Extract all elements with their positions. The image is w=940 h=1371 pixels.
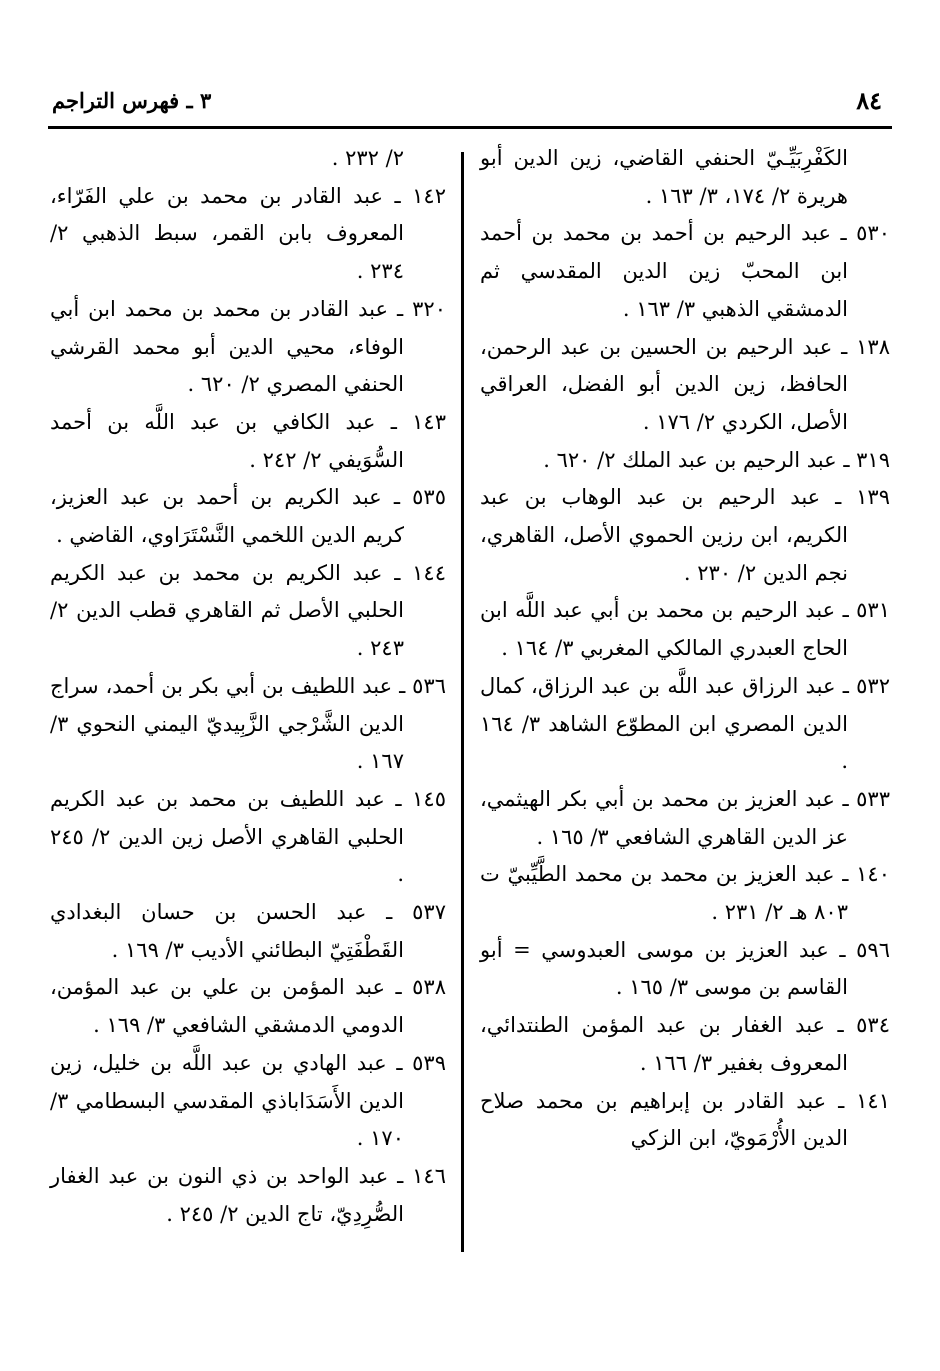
index-entry: ٥٣٠ ـ عبد الرحيم بن أحمد بن محمد بن أحمد ابن المحبّ زين الدين المقدسي ثم الدمشقي الذهبي ٣/ ١٦٣ . — [480, 221, 890, 321]
page-number: ٨٤ — [856, 86, 882, 115]
section-title: ٣ ـ فهرس التراجم — [52, 88, 212, 113]
index-entry: ١٣٨ ـ عبد الرحيم بن الحسين بن عبد الرحمن، الحافظ، زين الدين أبو الفضل، العراقي الأصل، الكردي ٢/ ١٧٦ . — [480, 334, 890, 434]
index-entry: ٣٢٠ ـ عبد القادر بن محمد بن محمد ابن أبي الوفاء، محيي الدين أبو محمد القرشي الحنفي المصري ٢/ ٦٢٠ . — [50, 296, 446, 397]
index-entry: ٥٩٦ ـ عبد العزيز بن موسى العبدوسي = أبو القاسم بن موسى ٣/ ١٦٥ . — [480, 937, 890, 1000]
index-entry: ٥٣٩ ـ عبد الهادي بن عبد اللَّه بن خليل، زين الدين الأَسَدَاباذي المقدسي البسطامي ٣/ ١٧٠ . — [50, 1050, 446, 1151]
index-entry: ٥٣٤ ـ عبد الغفار بن عبد المؤمن الطنتدائي، المعروف بغفير ٣/ ١٦٦ . — [480, 1013, 890, 1075]
index-entry: ٥٣٥ ـ عبد الكريم بن أحمد بن عبد العزيز، كريم الدين اللخمي النَّسْتَرَاوي، القاضي . — [50, 485, 446, 548]
right-column — [480, 140, 890, 1158]
index-entry: ١٤٦ ـ عبد الواحد بن ذي النون بن عبد الغفار الصُّرِدِيّ، تاج الدين ٢/ ٢٤٥ . — [50, 1163, 446, 1226]
index-entry: ١٤٢ ـ عبد القادر بن محمد بن علي الفَرّاء، المعروف بابن القمر، سبط الذهبي ٢/ ٢٣٤ . — [50, 183, 446, 284]
index-entry: ١٤٥ ـ عبد اللطيف بن محمد بن عبد الكريم الحلبي القاهري الأصل زين الدين ٢/ ٢٤٥ . — [50, 786, 446, 887]
index-entry: ٥٣٧ ـ عبد الحسن بن حسان البغدادي القَطْفَتِيّ البطائني الأديب ٣/ ١٦٩ . — [50, 900, 446, 962]
index-entry: ١٤٣ ـ عبد الكافي بن عبد اللَّه بن أحمد السُّوَيفي ٢/ ٢٤٢ . — [50, 409, 446, 472]
index-entry: ٣١٩ ـ عبد الرحيم بن عبد الملك ٢/ ٦٢٠ . — [543, 447, 890, 472]
index-entry: ١٤٠ ـ عبد العزيز بن محمد بن محمد الطَّيِّبيّ ت ٨٠٣ هـ ٢/ ٢٣١ . — [480, 862, 890, 925]
index-entry: ٥٣٣ ـ عبد العزيز بن محمد بن أبي بكر الهيثمي، عز الدين القاهري الشافعي ٣/ ١٦٥ . — [480, 786, 890, 849]
column-divider — [461, 152, 464, 1252]
index-entry: ٥٣٢ ـ عبد الرزاق عبد اللَّه بن عبد الرزاق، كمال الدين المصري ابن المطوّع الشاهد ٣/ ١٦٤ . — [480, 673, 890, 774]
index-entry: ١٤٤ ـ عبد الكريم بن محمد بن عبد الكريم الحلبي الأصل ثم القاهري قطب الدين ٢/ ٢٤٣ . — [50, 560, 446, 661]
index-entry: ٥٣٦ ـ عبد اللطيف بن أبي بكر بن أحمد، سراج الدين الشَّرْجي الزَّبِيديّ اليمني النحوي ٣/ ١٦٧ . — [50, 673, 446, 774]
page-header — [48, 82, 892, 129]
index-entry: ٢/ ٢٣٢ . — [331, 146, 404, 170]
index-entry: ١٤١ ـ عبد القادر بن إبراهيم بن محمد صلاح الدين الأُرْمَويّ، ابن الزكي — [480, 1088, 890, 1151]
left-column — [50, 140, 446, 1233]
index-entry: ٥٣١ ـ عبد الرحيم بن محمد بن أبي عبد اللَّه ابن الحاج العبدري المالكي المغربي ٣/ ١٦٤ . — [480, 598, 890, 661]
index-entry: الكَفْرِبَيِّـيّ الحنفي القاضي، زين الدين أبو هريرة ٢/ ١٧٤، ٣/ ١٦٣ . — [480, 146, 848, 208]
index-entry: ٥٣٨ ـ عبد المؤمن بن علي بن عبد المؤمن، الدومي الدمشقي الشافعي ٣/ ١٦٩ . — [50, 975, 446, 1038]
index-entry: ١٣٩ ـ عبد الرحيم بن عبد الوهاب بن عبد الكريم، ابن رزين الحموي الأصل، القاهري، نجم الدين ٢/ ٢٣٠ . — [480, 485, 890, 585]
